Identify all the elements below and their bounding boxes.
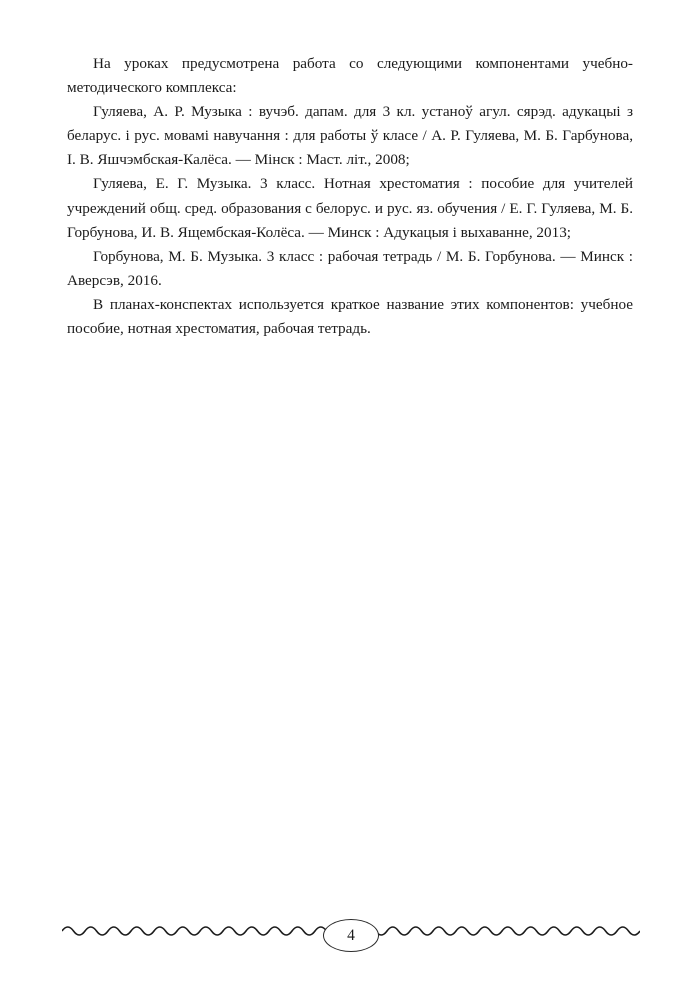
paragraph: Гуляева, Е. Г. Музыка. 3 класс. Нотная хрестоматия : пособие для учителей учреждений общ. сред. образования с белорус. и рус. яз. обучения / Е. Г. Гуляева, М. Б. Горбунова, И. В. Ящембская-Колёса. — Минск : Адукацыя і выхаванне, 2013; [67, 175, 633, 241]
page-footer [0, 905, 700, 975]
paragraph: Гуляева, А. Р. Музыка : вучэб. дапам. для 3 кл. устаноў агул. сярэд. адукацыі з беларус. і рус. мовамі навучання : для работы ў класе / А. Р. Гуляева, М. Б. Гарбунова, І. В. Яшчэмбская-Калёса. — Мінск : Маст. літ., 2008; [67, 103, 633, 169]
page-number: 4 [347, 926, 355, 944]
page-number-badge [323, 919, 379, 952]
wavy-line-ornament-right [364, 923, 640, 939]
body-text [67, 52, 633, 341]
paragraph: Горбунова, М. Б. Музыка. 3 класс : рабочая тетрадь / М. Б. Горбунова. — Минск : Аверсэв, 2016. [67, 247, 633, 289]
paragraph: На уроках предусмотрена работа со следующими компонентами учебно-методического комплекса: [67, 55, 633, 97]
paragraph: В планах-конспектах используется краткое название этих компонентов: учебное пособие, нотная хрестоматия, рабочая тетрадь. [67, 295, 633, 338]
wavy-line-ornament-left [62, 923, 338, 939]
